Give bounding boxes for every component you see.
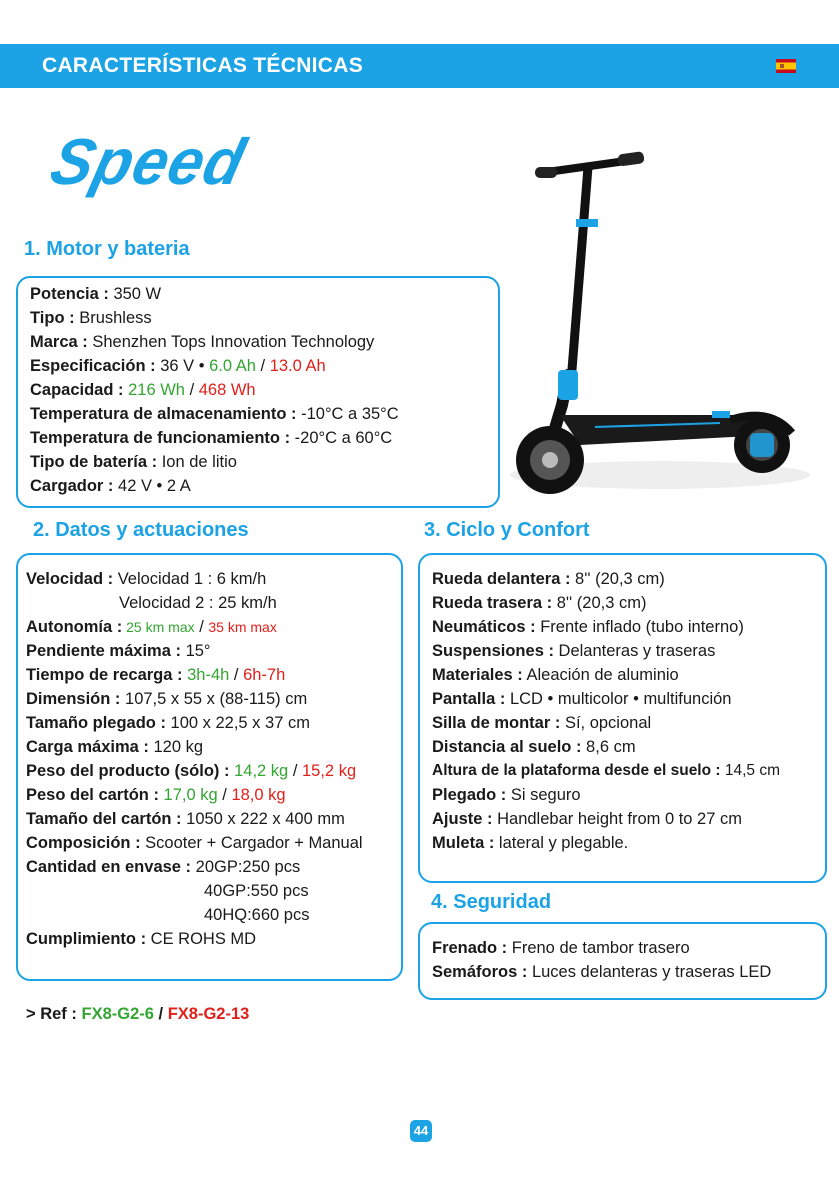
spec-row: Neumáticos : Frente inflado (tubo interno) (432, 618, 744, 636)
spec-row: Potencia : 350 W (30, 285, 162, 303)
spec-row: Tamaño del cartón : 1050 x 222 x 400 mm (26, 810, 345, 828)
header-bar (0, 44, 839, 88)
datos-box (16, 553, 403, 981)
seguridad-box (418, 922, 827, 1000)
spec-row: Pantalla : LCD • multicolor • multifunción (432, 690, 732, 708)
spec-row: Muleta : lateral y plegable. (432, 834, 629, 852)
spec-row: Marca : Shenzhen Tops Innovation Technology (30, 333, 375, 351)
speed-logo: Speed (43, 126, 253, 199)
spec-row: 40GP:550 pcs (204, 882, 309, 900)
spec-row: Especificación : 36 V • 6.0 Ah / 13.0 Ah (30, 357, 326, 375)
spec-row: 40HQ:660 pcs (204, 906, 310, 924)
spec-row: Tamaño plegado : 100 x 22,5 x 37 cm (26, 714, 310, 732)
spec-row: Silla de montar : Sí, opcional (432, 714, 652, 732)
spec-row: Materiales : Aleación de aluminio (432, 666, 679, 684)
spec-row: Rueda delantera : 8'' (20,3 cm) (432, 570, 665, 588)
spec-row: Semáforos : Luces delanteras y traseras LED (432, 963, 772, 981)
spec-row: Ajuste : Handlebar height from 0 to 27 cm (432, 810, 742, 828)
spec-row: Temperatura de almacenamiento : -10°C a 35°C (30, 405, 399, 423)
spec-row: Suspensiones : Delanteras y traseras (432, 642, 716, 660)
spec-row: Cargador : 42 V • 2 A (30, 477, 191, 495)
reference-line: > Ref : FX8-G2-6 / FX8-G2-13 (26, 1005, 250, 1023)
section-title-seguridad: 4. Seguridad (431, 891, 552, 913)
spec-row: Dimensión : 107,5 x 55 x (88-115) cm (26, 690, 308, 708)
section-title-datos: 2. Datos y actuaciones (33, 519, 249, 541)
section-title-ciclo: 3. Ciclo y Confort (424, 519, 590, 541)
spec-row: Peso del cartón : 17,0 kg / 18,0 kg (26, 786, 286, 804)
ciclo-box (418, 553, 827, 883)
spec-row: Distancia al suelo : 8,6 cm (432, 738, 636, 756)
spec-row: Tipo de batería : Ion de litio (30, 453, 237, 471)
motor-box (16, 276, 500, 508)
spec-row: Tipo : Brushless (30, 309, 152, 327)
spec-row: Capacidad : 216 Wh / 468 Wh (30, 381, 256, 399)
spec-row: Rueda trasera : 8'' (20,3 cm) (432, 594, 647, 612)
spec-row: Velocidad : Velocidad 1 : 6 km/h (26, 570, 267, 588)
page-title: CARACTERÍSTICAS TÉCNICAS (42, 54, 364, 77)
page-number: 44 (410, 1120, 432, 1142)
spec-row: Cumplimiento : CE ROHS MD (26, 930, 257, 948)
spec-row: Peso del producto (sólo) : 14,2 kg / 15,2 kg (26, 762, 357, 780)
section-title-motor: 1. Motor y bateria (24, 238, 190, 260)
spain-flag-icon (776, 59, 796, 73)
spec-row: Plegado : Si seguro (432, 786, 581, 804)
spec-row: Carga máxima : 120 kg (26, 738, 204, 756)
spec-row: Velocidad 2 : 25 km/h (119, 594, 277, 612)
spec-row: Autonomía : 25 km max / 35 km max (26, 618, 277, 636)
spec-row: Frenado : Freno de tambor trasero (432, 939, 690, 957)
spec-row: Altura de la plataforma desde el suelo : 14,5 cm (432, 762, 781, 779)
spec-row: Composición : Scooter + Cargador + Manual (26, 834, 363, 852)
scooter-image (500, 145, 820, 505)
spec-row: Cantidad en envase : 20GP:250 pcs (26, 858, 301, 876)
spec-row: Tiempo de recarga : 3h-4h / 6h-7h (26, 666, 286, 684)
spec-row: Temperatura de funcionamiento : -20°C a 60°C (30, 429, 393, 447)
spec-row: Pendiente máxima : 15° (26, 642, 211, 660)
